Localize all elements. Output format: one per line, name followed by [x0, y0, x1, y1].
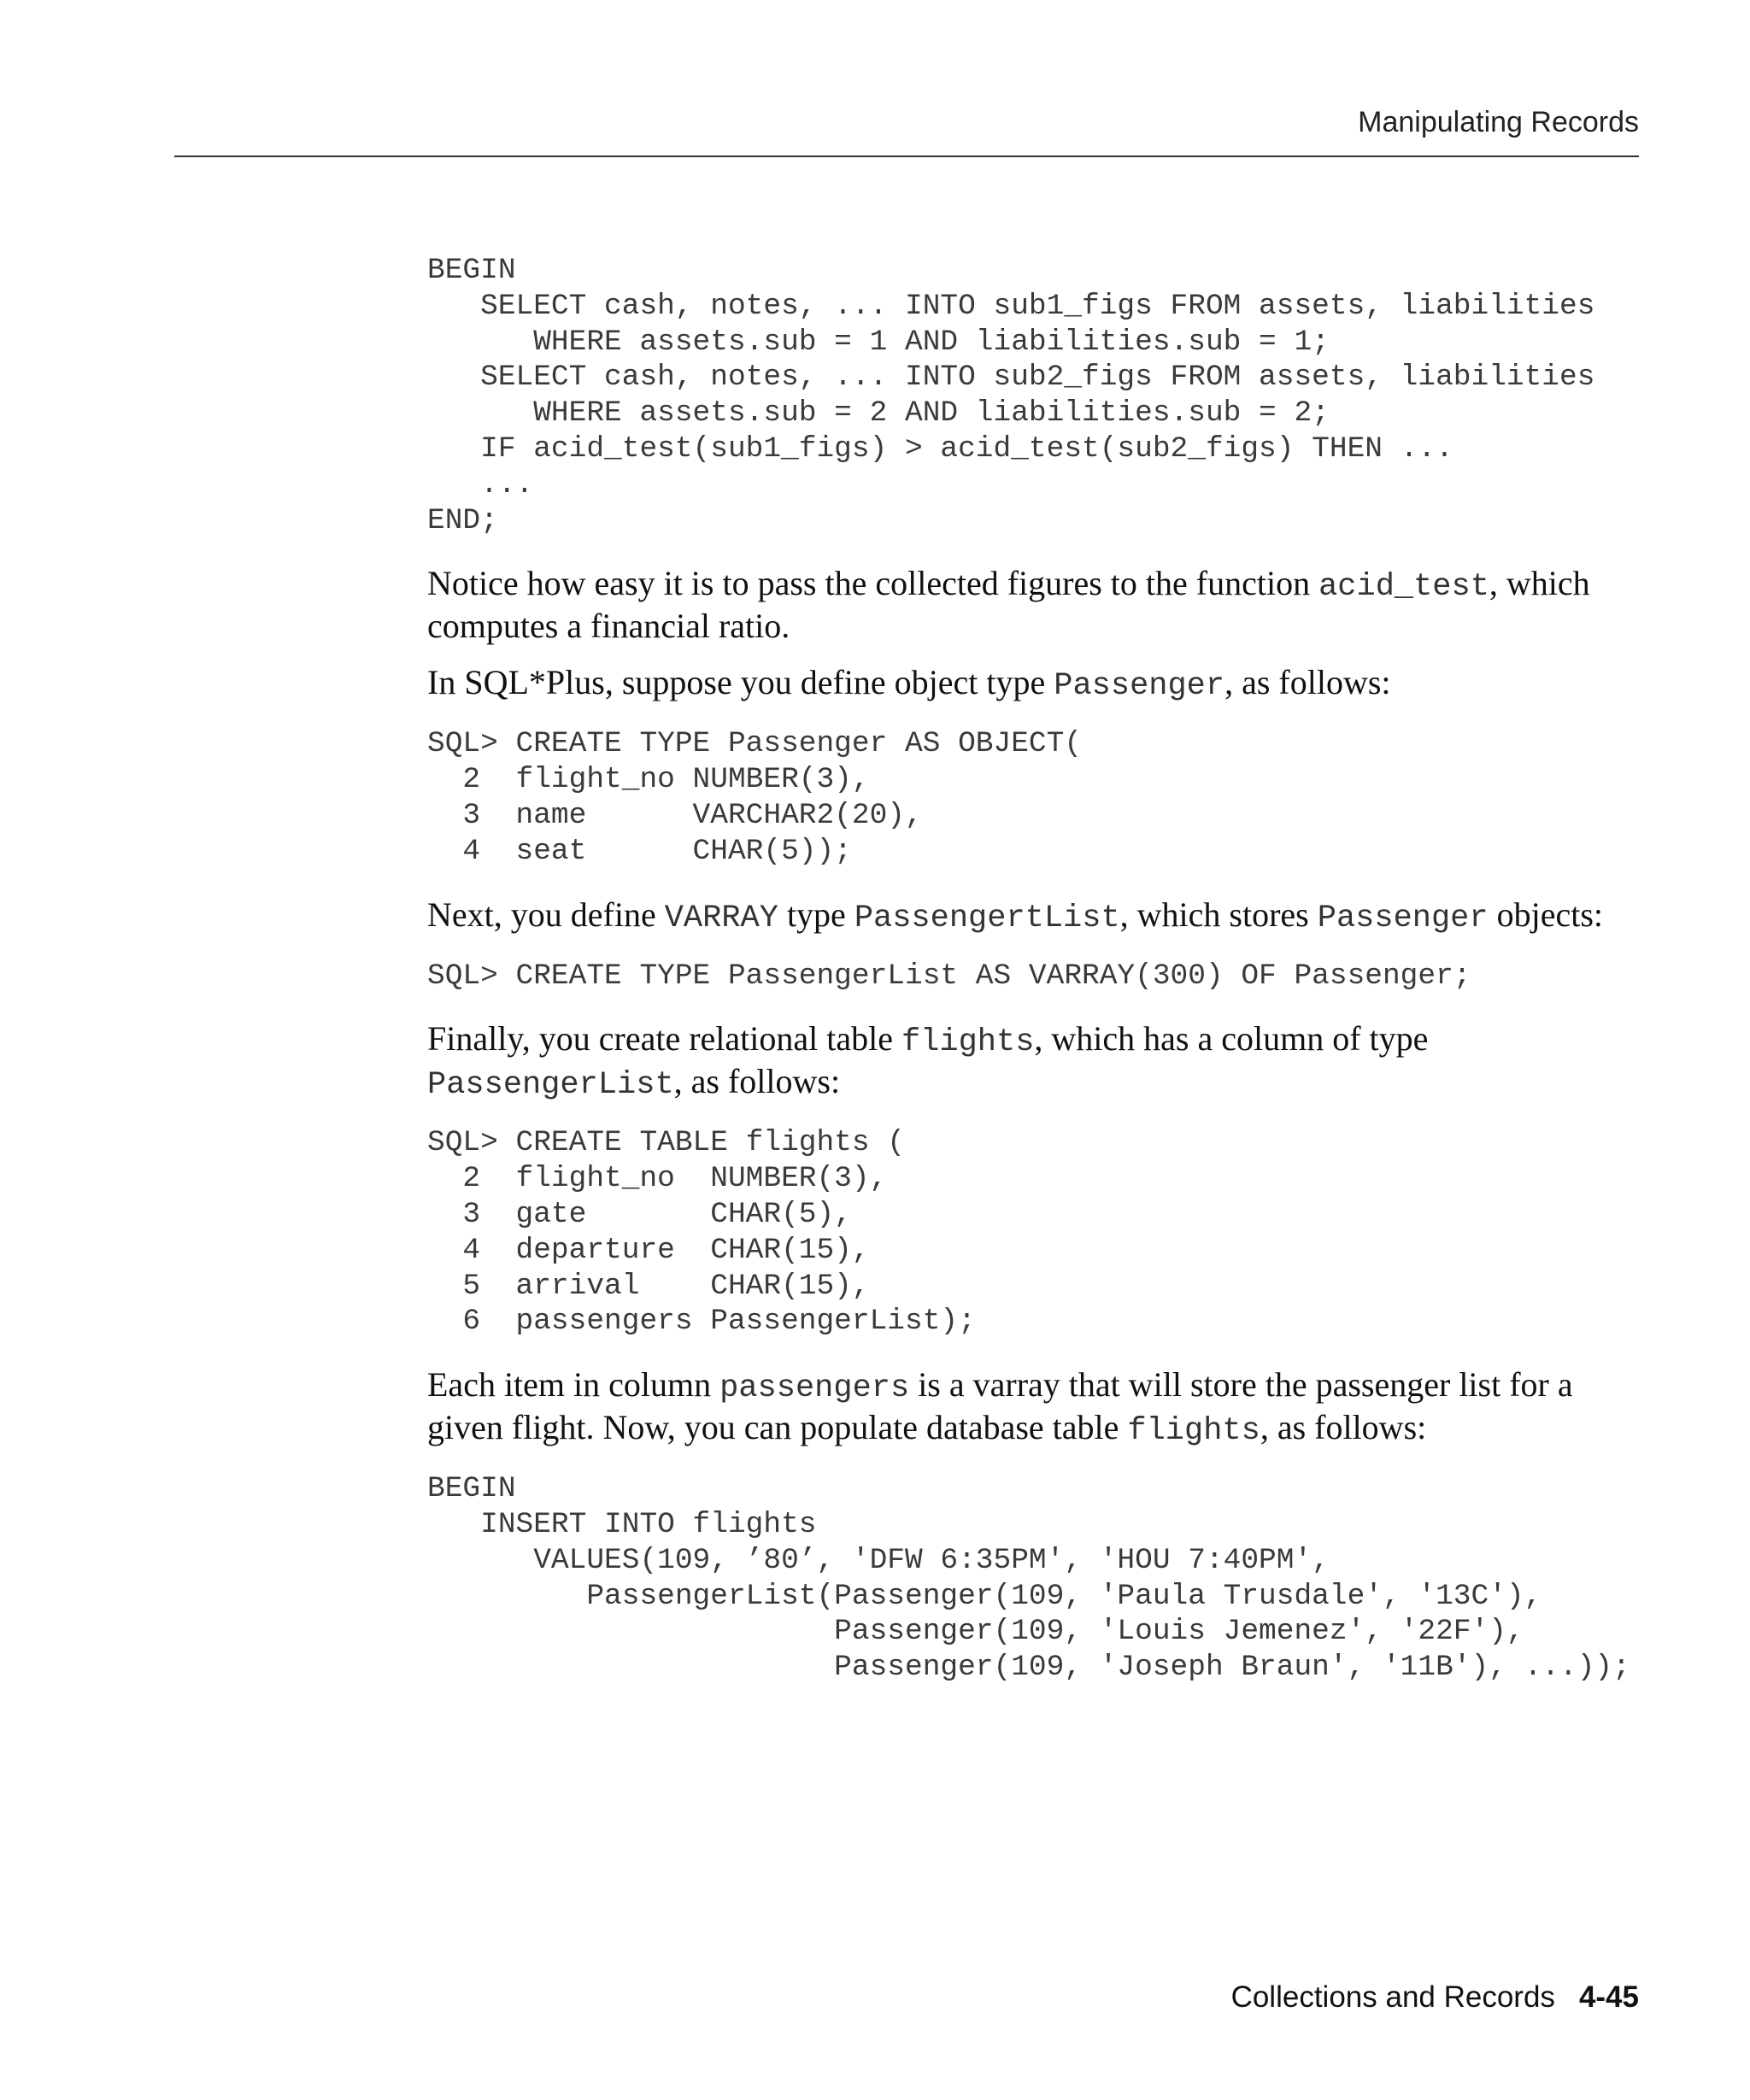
header-rule	[174, 155, 1639, 157]
code-block-create-type-passengerlist: SQL> CREATE TYPE PassengerList AS VARRAY(300) OF Passenger;	[427, 959, 1471, 993]
paragraph-create-table	[427, 1019, 1649, 1105]
inline-code: Passenger	[1317, 900, 1489, 936]
code-block-create-table-flights: SQL> CREATE TABLE flights ( 2 flight_no NUMBER(3), 3 gate CHAR(5), 4 departure CHAR(15), 5 arrival CHAR(15), 6 passengers PassengerList);	[427, 1126, 976, 1339]
inline-code: flights	[1127, 1413, 1260, 1450]
inline-code: flights	[901, 1024, 1035, 1061]
inline-code: PassengerList	[427, 1067, 674, 1104]
text: Each item in column	[427, 1365, 720, 1405]
page-footer	[1231, 1980, 1639, 2015]
inline-code: VARRAY	[664, 900, 778, 936]
paragraph-define-passenger	[427, 663, 1649, 706]
code-block-acid-test: BEGIN SELECT cash, notes, ... INTO sub1_figs FROM assets, liabilities WHERE assets.sub = 1 AND liabilities.sub = 1; SELECT cash, notes, ... INTO sub2_figs FROM assets, liabilities WHERE assets.sub = 2 AND liabilities.sub = 2; IF acid_test(sub1_figs) > acid_test(sub2_figs) THEN ... ... END;	[427, 254, 1595, 537]
text: , as follows:	[1224, 663, 1391, 702]
page-content	[427, 253, 1649, 1686]
text: type	[778, 895, 854, 934]
paragraph-define-varray	[427, 895, 1649, 938]
code-block-insert-flights: BEGIN INSERT INTO flights VALUES(109, ’80’, 'DFW 6:35PM', 'HOU 7:40PM', PassengerList(Passenger(109, 'Paula Trusdale', '13C'), Passenger(109, 'Louis Jemenez', '22F'), Passenger(109, 'Joseph Braun', '11B'), ...));	[427, 1472, 1630, 1685]
text: Notice how easy it is to pass the collected figures to the function	[427, 564, 1319, 603]
text: objects:	[1488, 895, 1604, 934]
inline-code: PassengertList	[854, 900, 1120, 936]
code-block-create-type-passenger: SQL> CREATE TYPE Passenger AS OBJECT( 2 flight_no NUMBER(3), 3 name VARCHAR2(20), 4 seat CHAR(5));	[427, 727, 1083, 868]
text: , as follows:	[1260, 1408, 1427, 1447]
paragraph-populate-flights	[427, 1365, 1649, 1451]
footer-section-title: Collections and Records	[1230, 1980, 1555, 2014]
running-header: Manipulating Records	[1358, 106, 1639, 138]
text: In SQL*Plus, suppose you define object type	[427, 663, 1054, 702]
inline-code: Passenger	[1054, 668, 1225, 705]
text: , which has a column of type	[1034, 1019, 1429, 1059]
text: , which computes a financial ratio.	[427, 564, 1590, 646]
text: , as follows:	[673, 1062, 841, 1101]
text: , which stores	[1119, 895, 1318, 934]
text: is a varray that will store the passenger list for a given flight. Now, you can populate database table	[427, 1365, 1573, 1447]
paragraph-acid-test	[427, 564, 1649, 646]
inline-code: acid_test	[1318, 569, 1489, 606]
text: Finally, you create relational table	[427, 1019, 901, 1059]
page-number: 4-45	[1578, 1980, 1639, 2014]
inline-code: passengers	[719, 1370, 910, 1407]
text: Next, you define	[427, 895, 665, 934]
